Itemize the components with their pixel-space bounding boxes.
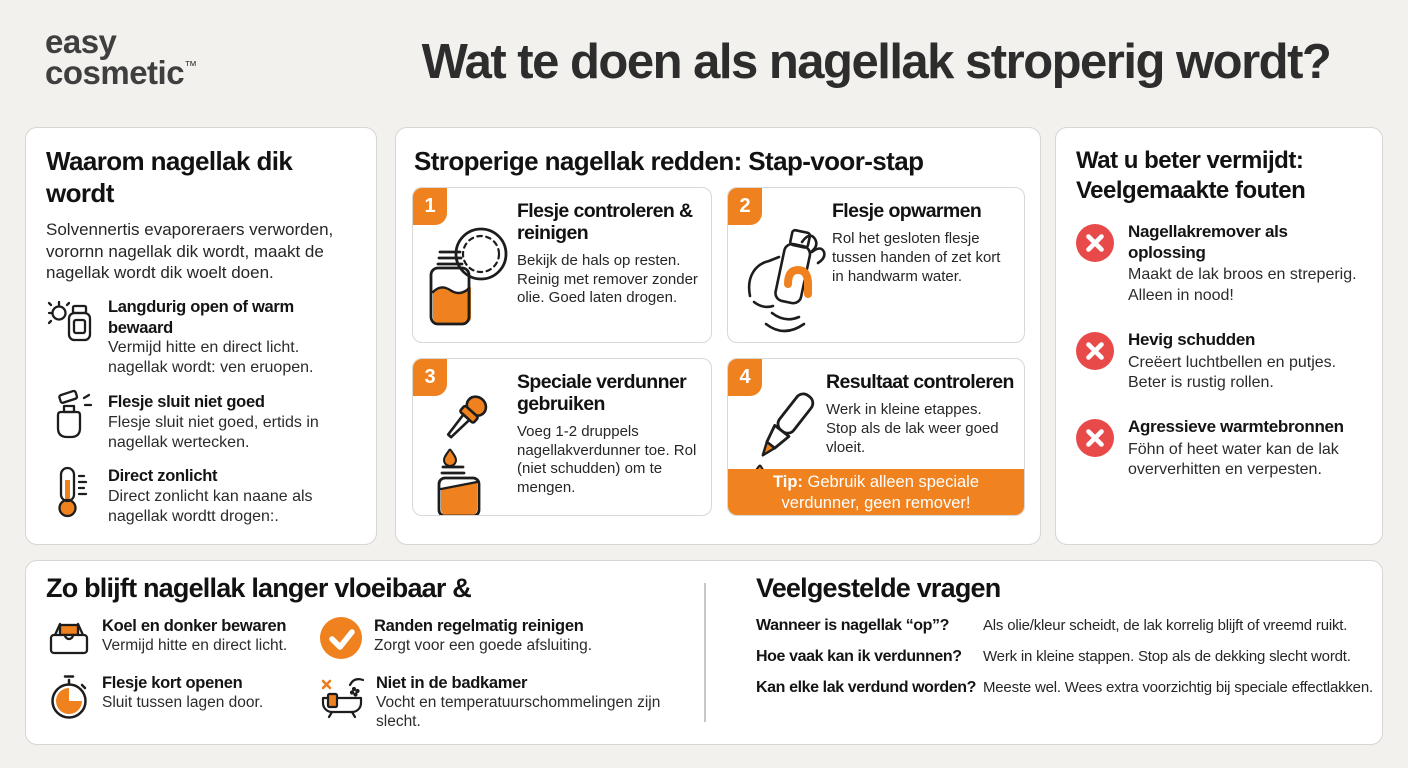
bottom-panel <box>25 560 1383 745</box>
loose-cap-bottle-icon <box>46 392 96 442</box>
faq-section <box>728 561 1382 744</box>
brand-line1: easy <box>45 23 117 60</box>
avoid-item-text: Creëert luchtbellen en putjes. Beter is rustig rollen. <box>1128 353 1337 391</box>
step-number-badge: 2 <box>728 188 762 225</box>
no-bathroom-icon <box>318 674 366 720</box>
x-circle-icon <box>1076 222 1114 262</box>
faq-section-title: Veelgestelde vragen <box>756 573 1001 603</box>
step-text: Werk in kleine etappes. Stop als de lak weer goed vloeit. <box>826 400 999 456</box>
tip-item-text: Zorgt voor een goede afsluiting. <box>374 636 592 654</box>
thermometer-icon <box>46 466 96 518</box>
tip-item-text: Vocht en temperatuurschommelingen zijn slecht. <box>376 693 661 730</box>
step-text: Voeg 1-2 druppels nagellakverdunner toe. Rol (niet schudden) om te mengen. <box>517 422 697 497</box>
page-title: Wat te doen als nagellak stroperig wordt? <box>421 35 1331 89</box>
faq-row <box>756 679 1373 697</box>
avoid-item-text: Maakt de lak broos en streperig. Alleen in nood! <box>1128 266 1357 304</box>
tip-item-title: Niet in de badkamer <box>376 674 528 692</box>
step-title: Flesje opwarmen <box>832 200 982 222</box>
faq-answer: Werk in kleine stappen. Stop als de dekking slecht wordt. <box>983 648 1351 665</box>
why-item-text: Direct zonlicht kan naane als nagellak wordtt drogen:. <box>108 488 313 525</box>
step-text: Rol het gesloten flesje tussen handen of zet kort in handwarm water. <box>832 229 1001 285</box>
tip-item-title: Randen regelmatig reinigen <box>374 617 584 635</box>
bottle-cotton-pad-icon <box>423 228 513 334</box>
steps-panel-title: Stroperige nagellak redden: Stap-voor-stap <box>414 146 924 176</box>
tip-item-title: Flesje kort openen <box>102 674 243 692</box>
step-title: Resultaat controleren <box>826 371 1014 393</box>
avoid-item-title: Agressieve warmtebronnen <box>1128 416 1344 436</box>
tip-label: Tip: <box>772 473 803 491</box>
dropper-bottle-icon <box>423 399 513 516</box>
step-title: Flesje controleren & reinigen <box>517 200 693 244</box>
storage-tips-section <box>26 561 704 744</box>
why-item-title: Flesje sluit niet goed <box>108 393 265 412</box>
avoid-panel <box>1055 127 1383 545</box>
step-number-badge: 3 <box>413 359 447 396</box>
why-panel-intro: Solvennertis evaporeraers verworden, vorornn nagellak dik wordt, maakt de nagellak wordt dik woelt doen. <box>46 220 334 282</box>
faq-question: Kan elke lak verdund worden? <box>756 679 976 696</box>
faq-question: Hoe vaak kan ik verdunnen? <box>756 648 962 665</box>
why-item-text: Flesje sluit niet goed, ertids in nagellak wertecken. <box>108 413 319 451</box>
steps-panel <box>395 127 1041 545</box>
sun-bottle-icon <box>46 297 96 347</box>
timer-icon <box>46 674 92 720</box>
list-item <box>46 392 358 452</box>
list-item <box>46 617 314 661</box>
step-card-2 <box>727 187 1025 343</box>
list-item <box>46 297 358 378</box>
faq-row <box>756 617 1366 635</box>
drawer-icon <box>46 617 92 661</box>
tips-section-title: Zo blijft nagellak langer vloeibaar & <box>46 573 472 603</box>
tip-item-text: Sluit tussen lagen door. <box>102 693 264 711</box>
list-item <box>1076 222 1366 306</box>
step-text: Bekijk de hals op resten. Reinig met remover zonder olie. Goed laten drogen. <box>517 251 698 307</box>
brand-logo <box>45 23 197 92</box>
list-item <box>318 617 698 661</box>
why-panel <box>25 127 377 545</box>
avoid-panel-title: Wat u beter vermijdt: Veelgemaakte fouten <box>1076 147 1306 204</box>
section-divider <box>704 583 706 722</box>
tip-item-text: Vermijd hitte en direct licht. <box>102 636 288 654</box>
why-item-title: Langdurig open of warm bewaard <box>108 298 294 337</box>
step-number-badge: 4 <box>728 359 762 396</box>
avoid-item-title: Hevig schudden <box>1128 329 1256 349</box>
step-card-4 <box>727 358 1025 516</box>
why-item-text: Vermijd hitte en direct licht. nagellak wordt: ven eruopen. <box>108 339 314 377</box>
list-item <box>46 466 358 526</box>
list-item <box>46 674 314 732</box>
faq-answer: Als olie/kleur scheidt, de lak korrelig blijft of vreemd ruikt. <box>983 617 1348 634</box>
hands-rolling-bottle-icon <box>738 228 838 336</box>
list-item <box>318 674 698 732</box>
faq-answer: Meeste wel. Wees extra voorzichtig bij speciale effectlakken. <box>983 679 1373 696</box>
tip-item-title: Koel en donker bewaren <box>102 617 287 635</box>
x-circle-icon <box>1076 330 1114 370</box>
step-title: Speciale verdunner gebruiken <box>517 371 687 415</box>
faq-question: Wanneer is nagellak “op”? <box>756 617 950 634</box>
tip-banner <box>728 469 1024 515</box>
brand-line2: cosmetic™ <box>45 54 197 92</box>
trademark-symbol: ™ <box>184 58 197 74</box>
x-circle-icon <box>1076 417 1114 457</box>
step-number-badge: 1 <box>413 188 447 225</box>
list-item <box>1076 417 1366 480</box>
check-circle-icon <box>318 617 364 659</box>
why-item-title: Direct zonlicht <box>108 467 218 486</box>
tip-text: Gebruik alleen speciale verdunner, geen remover! <box>781 473 980 513</box>
why-panel-title: Waarom nagellak dik wordt <box>46 146 293 208</box>
step-card-1 <box>412 187 712 343</box>
list-item <box>1076 330 1366 393</box>
avoid-item-text: Föhn of heet water kan de lak oververhitten en verpesten. <box>1128 440 1339 478</box>
step-card-3 <box>412 358 712 516</box>
faq-row <box>756 648 1366 666</box>
avoid-item-title: Nagellakremover als oplossing <box>1128 222 1288 262</box>
